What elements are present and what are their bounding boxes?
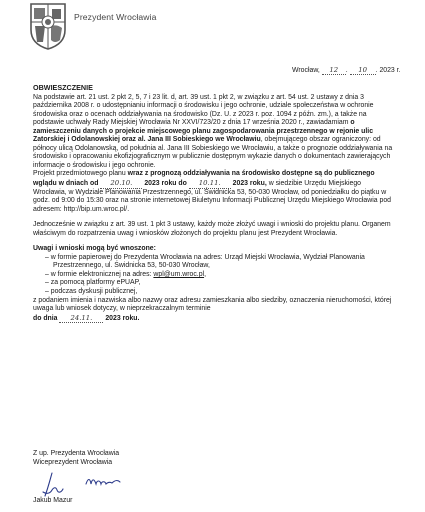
paragraph-public-access (33, 170, 393, 214)
p1-text-c: , obejmującego obszar ograniczony: od północy ulicą Odolanowską, od południa al. Jana III Sobieskiego we Wrocławiu, a także o prognozie oddziaływania na środowisko i opracowaniu ekofizjograficznym w publicznie dostępnym wykazie danych o dokumentach zawierających informacje o środowisku i jego ochronie. (33, 136, 393, 169)
city-label: Wrocław, (292, 67, 320, 74)
p1-text-a: Na podstawie art. 21 ust. 2 pkt 2, 5, 7 i 23 lit. d, art. 39 ust. 1 pkt 2, w związku z art. 54 ust. 2 ustawy z dnia 3 października 2008 r. o udostępnianiu informacji o środowisku i jego ochronie, udziale społeczeństwa w ochronie środowiska oraz o ocenach oddziaływania na środowisko (Dz. U. z 2023 r. poz. 1094 z późn. zm.), a także na podstawie uchwały Rady Miejskiej Wrocławia Nr XXVI/723/20 z dnia 17 września 2020 r., zawiadamiam (33, 93, 374, 127)
date-day: 12 (322, 66, 346, 75)
signature-block (33, 449, 119, 467)
submission-conditions: z podaniem imienia i nazwiska albo nazwy oraz adresu zamieszkania albo siedziby, oznaczenia nieruchomości, której uwaga lub wniosek dotyczy, w nieprzekraczalnym terminie (33, 296, 392, 313)
wroclaw-coat-of-arms-icon (29, 2, 67, 50)
notice-body (33, 84, 393, 323)
paragraph-legal-basis (33, 94, 393, 171)
signature-line-1: Z up. Prezydenta Wrocławia (33, 450, 120, 457)
submission-heading: Uwagi i wnioski mogą być wnoszone: (33, 245, 156, 253)
deadline-date: 24.11. (59, 314, 103, 324)
email-comma: , (204, 270, 206, 278)
p2-text-a: Projekt przedmiotowego planu (33, 170, 126, 178)
submission-item-email (33, 271, 393, 280)
submission-item-paper: – w formie papierowej do Prezydenta Wrocławia na adres: Urząd Miejski Wrocławia, Wydział Planowania Przestrzennego, ul. Świdnicka 53, 50-030 Wrocław, (45, 253, 365, 270)
submission-item-discussion: – podczas dyskusji publicznej, (45, 288, 138, 296)
signer-name: Jakub Mazur (33, 497, 73, 504)
date-month: 10 (350, 66, 376, 75)
deadline-prefix: do dnia (33, 314, 58, 322)
p1-text-bold: o zamieszczeniu danych o projekcie miejscowego planu zagospodarowania przestrzennego w rejonie ulic Zatorskiej i Odolanowskiej oraz al. Jana III Sobieskiego we Wrocławiu (33, 119, 374, 144)
date-year: 2023 r. (379, 67, 401, 74)
p2-text-bold: wraz z prognozą oddziaływania na środowisko dostępne są do publicznego wglądu w dniach od (33, 170, 375, 188)
p2-text-e: w siedzibie Urzędu Miejskiego Wrocławia, w Wydziale Planowania Przestrzennego, ul. Świdnicka 53, 50-030 Wrocław, od poniedziałku do piątku w godz. od 9:00 do 15:30 oraz na stronie internetowej Biuletynu Informacji Publicznej Urzędu Miejskiego Wrocławia pod adresem: http://bip.um.wroc.pl/. (33, 180, 392, 213)
signature-line-2: Wiceprezydent Wrocławia (33, 459, 113, 466)
brand-name: Prezydent Wrocławia (74, 12, 157, 22)
paragraph-comments: Jednocześnie w związku z art. 39 ust. 1 pkt 3 ustawy, każdy może złożyć uwagi i wnioski do projektu planu. Organem właściwym do rozpatrzenia uwag i wniosków złożonych do projektu planu jest Prezydent Wrocławia. (33, 221, 391, 237)
place-date-line: Wrocław, 12 . 10 . 2023 r. (292, 66, 401, 74)
notice-title: OBWIESZCZENIE (33, 83, 93, 92)
handwritten-signature (38, 470, 138, 500)
deadline-suffix: 2023 roku. (105, 314, 140, 322)
email-link[interactable]: wpl@um.wroc.pl (153, 270, 205, 278)
submission-item-epuap: – za pomocą platformy ePUAP, (45, 279, 141, 287)
p2-text-d: 2023 roku, (232, 180, 267, 188)
email-intro: – w formie elektronicznej na adres: (45, 270, 152, 278)
p2-text-c: 2023 roku do (144, 180, 187, 188)
access-to-date: 10.11. (189, 179, 231, 189)
deadline-line (33, 314, 393, 324)
access-from-date: 20.10. (100, 179, 142, 189)
